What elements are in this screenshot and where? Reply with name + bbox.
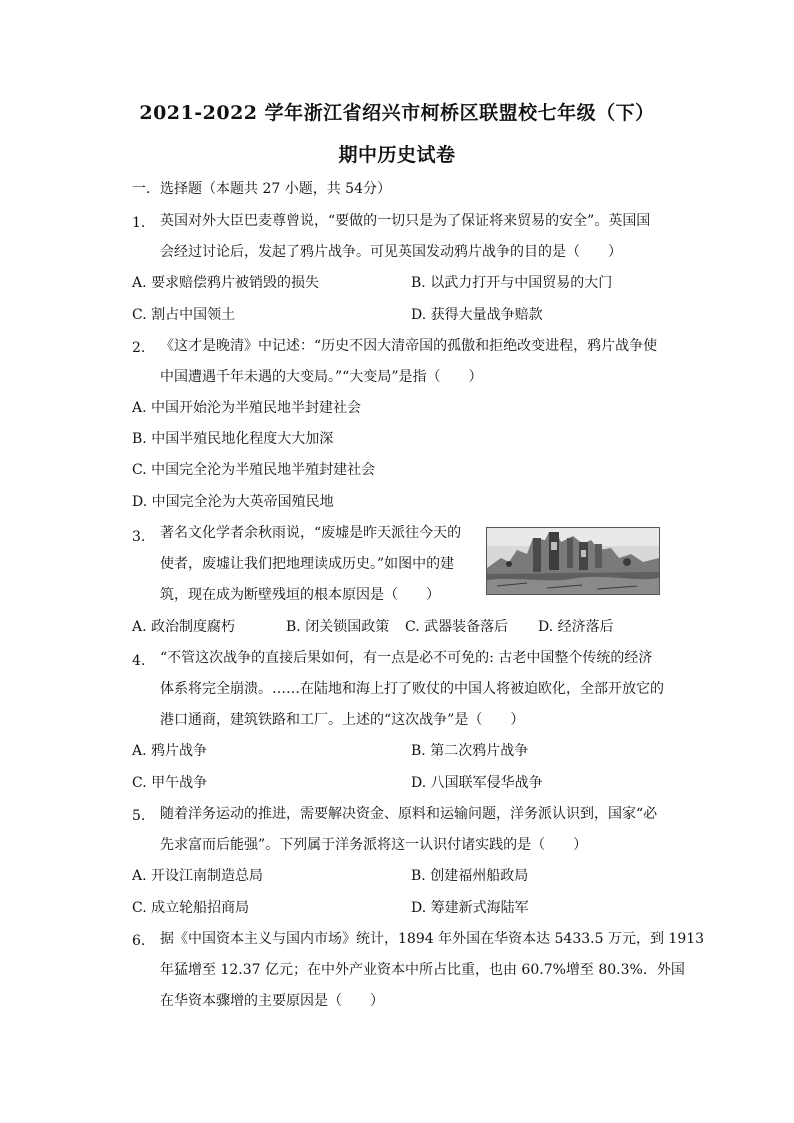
option-d: D. 中国完全沦为大英帝国殖民地 (132, 494, 334, 510)
option-b: B. 以武力打开与中国贸易的大门 (411, 275, 613, 291)
question-text: 年猛增至 12.37 亿元；在中外产业资本中所占比重，也由 60.7%增至 80.3%．外国 (160, 962, 685, 978)
option-d: D. 筹建新式海陆军 (411, 900, 529, 916)
option-c: C. 割占中国领土 (132, 307, 236, 323)
question-text: 港口通商，建筑铁路和工厂。上述的“这次战争”是（ ） (160, 712, 525, 728)
option-d: D. 获得大量战争赔款 (411, 307, 543, 323)
option-c: C. 成立轮船招商局 (132, 900, 250, 916)
option-c: C. 中国完全沦为半殖民地半殖封建社会 (132, 462, 376, 478)
question-number: 3. (132, 529, 146, 545)
question-text: 著名文化学者余秋雨说，“废墟是昨天派往今天的 (160, 525, 462, 541)
exam-title: 2021-2022 学年浙江省绍兴市柯桥区联盟校七年级（下） (139, 102, 655, 124)
option-b: B. 中国半殖民地化程度大大加深 (132, 431, 334, 447)
question-text: 《这才是晚清》中记述：“历史不因大清帝国的孤傲和拒绝改变进程，鸦片战争使 (160, 338, 658, 354)
question-text: 中国遭遇千年未遇的大变局。”“大变局”是指（ ） (160, 369, 483, 385)
option-a: A. 要求赔偿鸦片被销毁的损失 (132, 275, 320, 291)
option-a: A. 开设江南制造总局 (132, 868, 264, 884)
question-number: 4. (132, 653, 146, 669)
section-heading: 一．选择题（本题共 27 小题，共 54分） (132, 181, 391, 197)
option-a: A. 鸦片战争 (132, 743, 208, 759)
question-text: 随着洋务运动的推进，需要解决资金、原料和运输问题，洋务派认识到，国家“必 (160, 806, 658, 822)
option-a: A. 中国开始沦为半殖民地半封建社会 (132, 400, 362, 416)
question-number: 1. (132, 215, 146, 231)
option-b: B. 第二次鸦片战争 (411, 743, 529, 759)
option-b: B. 闭关锁国政策 (286, 619, 390, 635)
question-number: 5. (132, 808, 146, 824)
question-text: 在华资本骤增的主要原因是（ ） (160, 993, 384, 1009)
question-number: 6. (132, 933, 146, 949)
option-b: B. 创建福州船政局 (411, 868, 529, 884)
question-text: 筑，现在成为断壁残垣的根本原因是（ ） (160, 587, 440, 603)
option-d: D. 八国联军侵华战争 (411, 775, 543, 791)
question-text: “不管这次战争的直接后果如何，有一点是必不可免的: 古老中国整个传统的经济 (160, 650, 653, 666)
question-text: 使者，废墟让我们把地理读成历史。”如图中的建 (160, 556, 455, 572)
option-c: C. 武器装备落后 (405, 619, 509, 635)
question-text: 体系将完全崩溃。……在陆地和海上打了败仗的中国人将被迫欧化，全部开放它的 (160, 681, 664, 697)
question-text: 先求富而后能强”。下列属于洋务派将这一认识付诸实践的是（ ） (160, 837, 588, 853)
question-number: 2. (132, 340, 146, 356)
question-text: 英国对外大臣巴麦尊曾说，“要做的一切只是为了保证将来贸易的安全”。英国国 (160, 213, 651, 229)
question-text: 据《中国资本主义与国内市场》统计，1894 年外国在华资本达 5433.5 万元，到 1913 (160, 931, 705, 947)
option-d: D. 经济落后 (538, 619, 614, 635)
question-text: 会经过讨论后，发起了鸦片战争。可见英国发动鸦片战争的目的是（ ） (160, 244, 622, 260)
exam-subtitle: 期中历史试卷 (338, 144, 456, 166)
ruins-image (486, 527, 660, 595)
option-c: C. 甲午战争 (132, 775, 208, 791)
option-a: A. 政治制度腐朽 (132, 619, 236, 635)
